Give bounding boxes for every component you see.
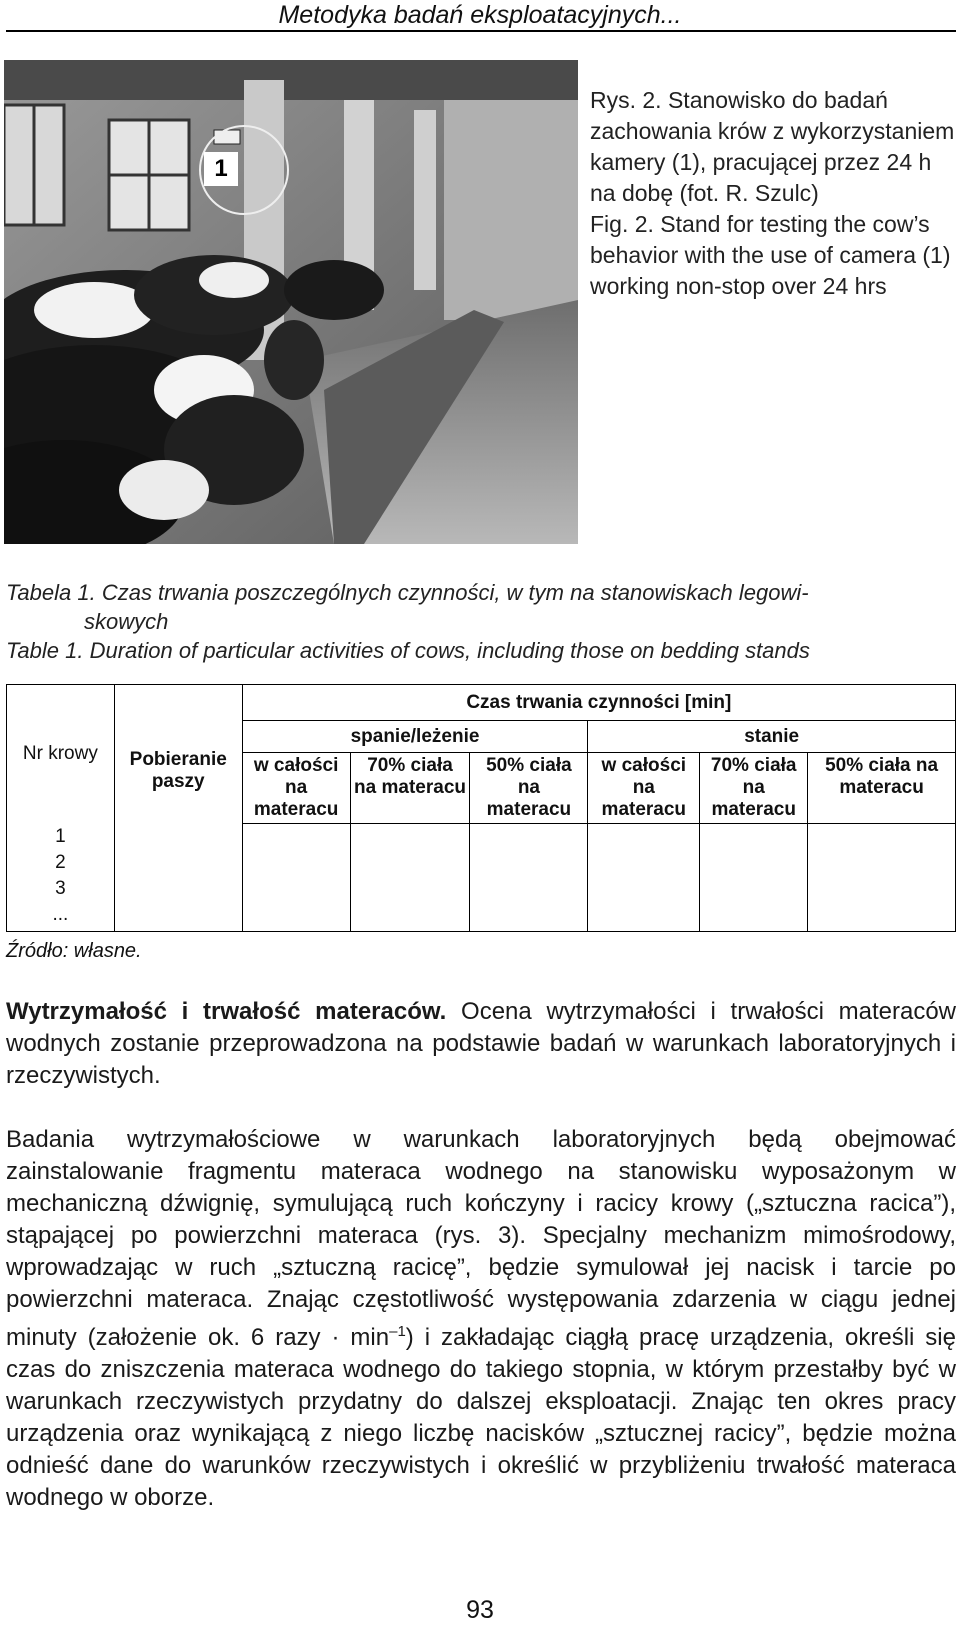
figure-caption-pl: Rys. 2. Stanowisko do badań zachowania krów z wykorzystaniem kamery (1), pracującej przez 24 h na dobę (fot. R. Szulc) <box>590 87 955 206</box>
paragraph-lab-tests <box>6 1124 956 1514</box>
data-cell <box>242 824 350 932</box>
barn-photo <box>4 60 578 544</box>
table-caption-pl-line2: skowych <box>84 609 169 634</box>
header-spanie-lezenie: spanie/leżenie <box>242 721 588 753</box>
table-caption-en: Table 1. Duration of particular activities of cows, including those on bedding stands <box>6 638 810 663</box>
data-cell <box>808 824 956 932</box>
header-sleep-70: 70% ciała na materacu <box>350 753 470 824</box>
row-number: ... <box>52 903 69 925</box>
header-pobieranie-paszy: Pobieranie paszy <box>114 685 242 932</box>
header-sleep-whole: w całości na materacu <box>242 753 350 824</box>
paragraph-lead: Wytrzymałość i trwałość materaców. <box>6 998 447 1025</box>
page-number: 93 <box>466 1596 494 1624</box>
camera-marker-label: 1 <box>204 152 238 186</box>
paragraph-text-part1: Badania wytrzymałościowe w warunkach laboratoryjnych będą obejmować zainstalowanie fragmentu materaca wodnego na stanowisku wyposażonym w mechaniczną dźwignię, symulującą ruch kończyny i racicy krowy („sztuczna racica”), stąpającej po powierzchni materaca (rys. 3). Specjalny mechanizm mimośrodowy, wprowadzając w ruch „sztuczną racicę”, będzie symulował jej nacisk i tarcie po powierzchni materaca. Znając częstotliwość występowania zdarzenia w ciągu jednej minuty (założenie ok. 6 razy · min <box>6 1126 956 1351</box>
header-sleep-50: 50% ciała na materacu <box>470 753 588 824</box>
superscript: –1 <box>389 1323 406 1340</box>
figure-caption <box>590 85 956 302</box>
row-number: 1 <box>55 825 66 847</box>
data-cell <box>588 824 700 932</box>
header-stanie: stanie <box>588 721 956 753</box>
header-stand-50: 50% ciała na materacu <box>808 753 956 824</box>
paragraph-text: Ocena wytrzymałości i trwałości materaców wodnych zostanie przeprowadzona na podstawie badań w warunkach laboratoryjnych i rzeczywistych. <box>6 998 956 1089</box>
running-head: Metodyka badań eksploatacyjnych... <box>278 1 682 29</box>
header-stand-70: 70% ciała na materacu <box>700 753 808 824</box>
header-rule <box>6 30 956 32</box>
activity-duration-table <box>6 684 956 932</box>
data-cell <box>350 824 470 932</box>
figure-caption-en: Fig. 2. Stand for testing the cow’s behavior with the use of camera (1) working non-stop over 24 hrs <box>590 211 951 299</box>
row-number: 3 <box>55 877 66 899</box>
table-caption <box>6 578 956 665</box>
table-source: Źródło: własne. <box>6 940 142 962</box>
data-cell <box>470 824 588 932</box>
row-numbers-cell <box>7 824 115 932</box>
row-number: 2 <box>55 851 66 873</box>
table-caption-pl-line1: Tabela 1. Czas trwania poszczególnych czynności, w tym na stanowiskach legowi- <box>6 580 809 605</box>
header-nr-krowy: Nr krowy <box>7 685 115 824</box>
paragraph-text-part2: ) i zakładając ciągłą pracę urządzenia, określi się czas do zniszczenia materaca wodnego do takiego stopnia, w którym przestałby być w warunkach rzeczywistych przydatny do dalszej eksploatacji. Znając ten okres pracy urządzenia oraz wynikającą z niego liczbę nacisków „sztucznej racicy”, będzie można odnieść dane do warunków rzeczywistych i określić w przybliżeniu trwałość materaca wodnego w oborze. <box>6 1324 956 1511</box>
data-cell <box>700 824 808 932</box>
cows-photo-illustration <box>4 60 578 544</box>
header-czas-trwania: Czas trwania czynności [min] <box>242 685 955 721</box>
header-stand-whole: w całości na materacu <box>588 753 700 824</box>
paragraph-mattress-strength <box>6 996 956 1092</box>
